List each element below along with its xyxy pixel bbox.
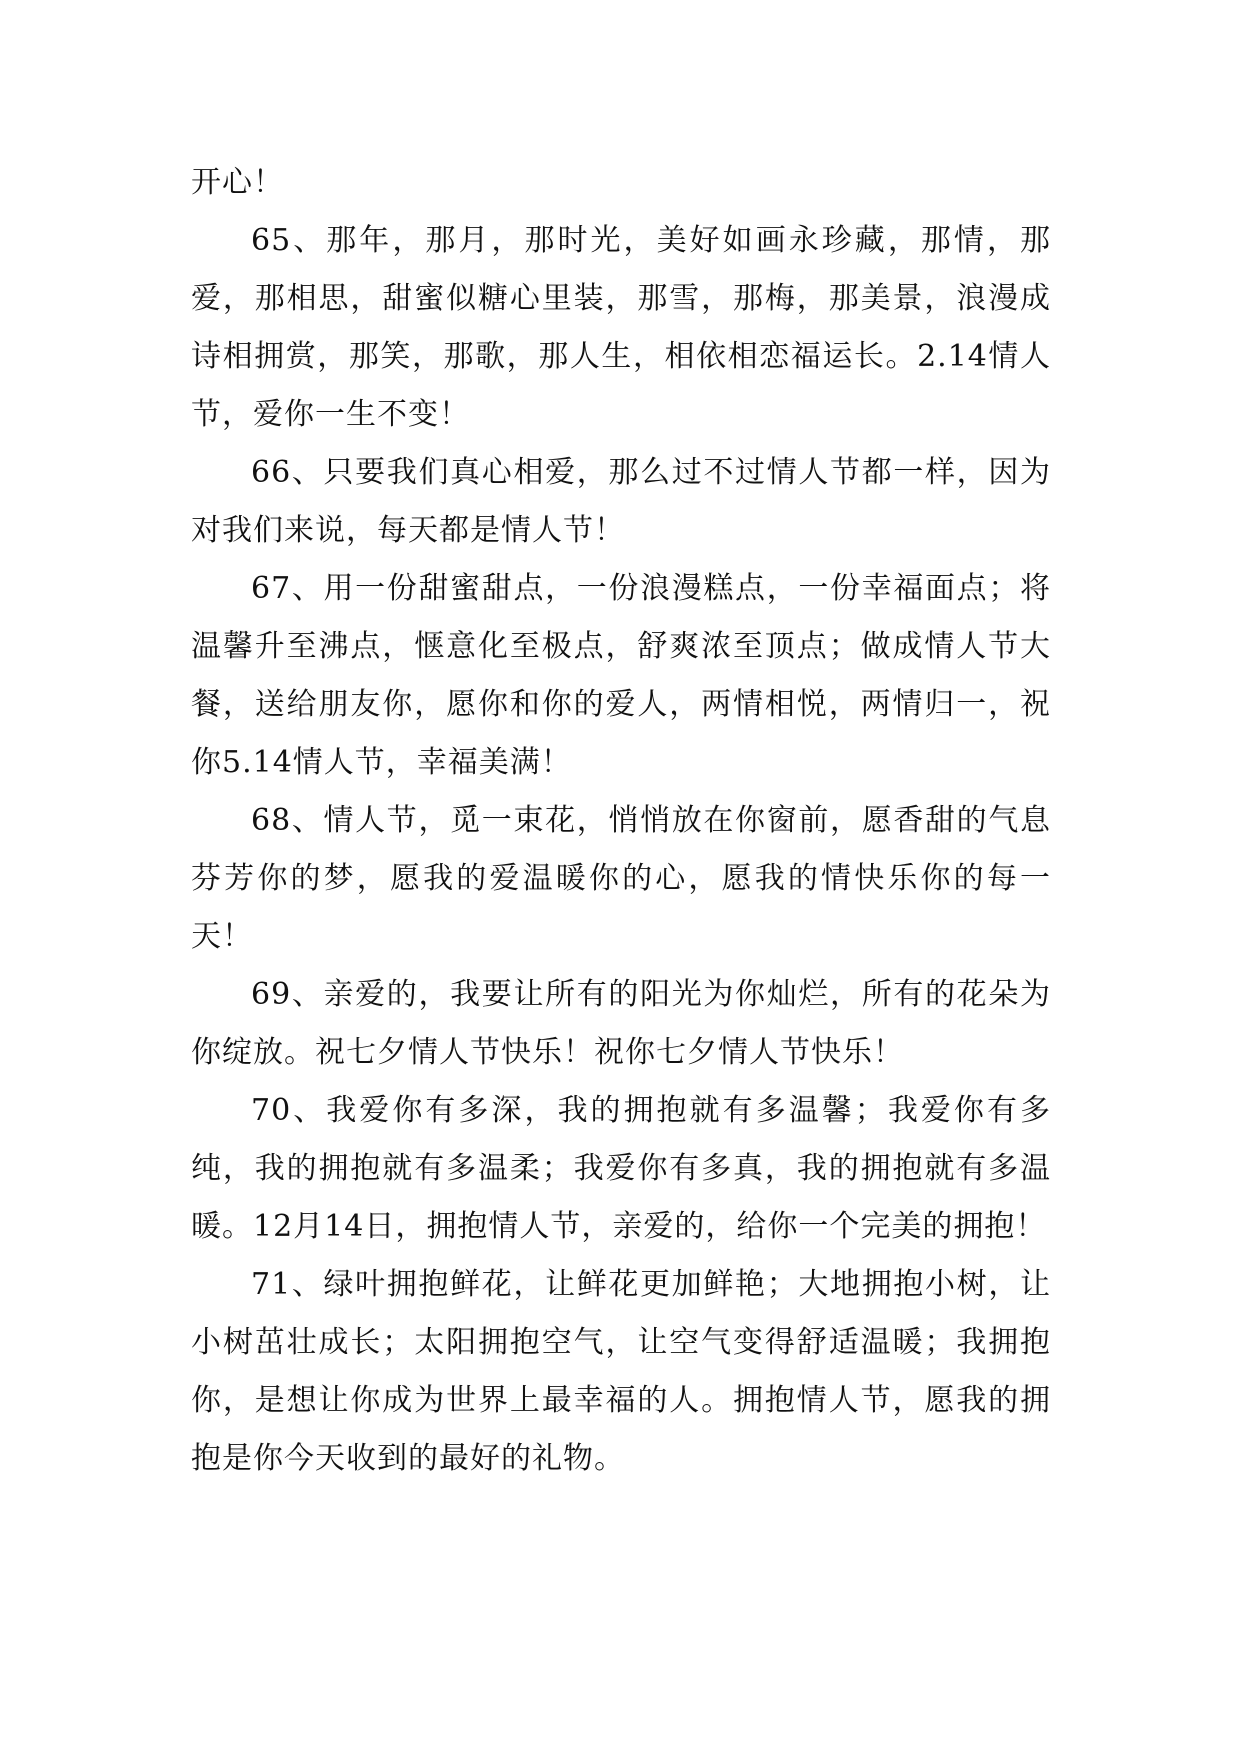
paragraph-65: 65、那年，那月，那时光，美好如画永珍藏，那情，那爱，那相思，甜蜜似糖心里装，那雪，那梅，那美景，浪漫成诗相拥赏，那笑，那歌，那人生，相依相恋福运长。2.14情人节，爱你一生不变！ xyxy=(191,223,1051,432)
paragraph-70: 70、我爱你有多深，我的拥抱就有多温馨；我爱你有多纯，我的拥抱就有多温柔；我爱你有多真，我的拥抱就有多温暖。12月14日，拥抱情人节，亲爱的，给你一个完美的拥抱！ xyxy=(191,1093,1051,1244)
paragraph-66: 66、只要我们真心相爱，那么过不过情人节都一样，因为对我们来说，每天都是情人节！ xyxy=(191,455,1051,548)
paragraph-71: 71、绿叶拥抱鲜花，让鲜花更加鲜艳；大地拥抱小树，让小树茁壮成长；太阳拥抱空气，让空气变得舒适温暖；我拥抱你，是想让你成为世界上最幸福的人。拥抱情人节，愿我的拥抱是你今天收到的最好的礼物。 xyxy=(191,1267,1051,1476)
paragraph-68: 68、情人节，觅一束花，悄悄放在你窗前，愿香甜的气息芬芳你的梦，愿我的爱温暖你的心，愿我的情快乐你的每一天！ xyxy=(191,803,1051,954)
paragraph-67: 67、用一份甜蜜甜点，一份浪漫糕点，一份幸福面点；将温馨升至沸点，惬意化至极点，舒爽浓至顶点；做成情人节大餐，送给朋友你，愿你和你的爱人，两情相悦，两情归一，祝你5.14情人节，幸福美满！ xyxy=(191,571,1051,780)
document-body xyxy=(191,154,1051,1488)
paragraph-continuation: 开心！ xyxy=(191,165,284,200)
paragraph-69: 69、亲爱的，我要让所有的阳光为你灿烂，所有的花朵为你绽放。祝七夕情人节快乐！祝你七夕情人节快乐！ xyxy=(191,977,1051,1070)
